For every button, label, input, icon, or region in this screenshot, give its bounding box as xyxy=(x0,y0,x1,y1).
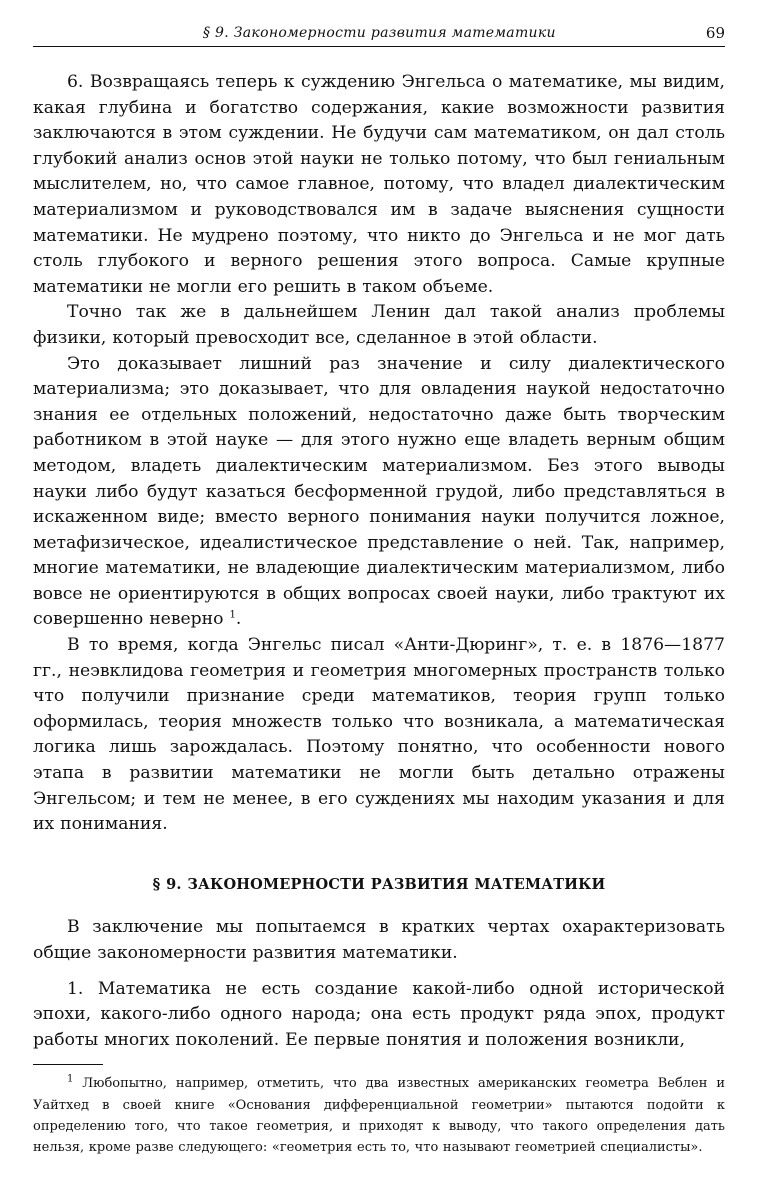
footnote-reference: 1 xyxy=(229,609,236,621)
paragraph-6: 6. Возвращаясь теперь к суждению Энгельса о математике, мы видим, какая глубина и богатство содержания, какие возможности развития заключаются в этом суждении. Не будучи сам математиком, он дал столь глубокий анализ основ этой науки не только потому, что был гениальным мыслителем, но, что самое главное, потому, что владел диалектическим материализмом и руководствовался им в задаче выяснения сущности математики. Не мудрено поэтому, что никто до Энгельса и не мог дать столь глубокого и верного решения этого вопроса. Самые крупные математики не могли его решить в таком объеме. xyxy=(33,72,725,297)
section-intro: В заключение мы попытаемся в кратких чертах охарактеризовать общие закономерности развития математики. xyxy=(33,917,725,963)
paragraph-anti-duhring: В то время, когда Энгельс писал «Анти-Дюринг», т. е. в 1876—1877 гг., неэвклидова геометрия и геометрия многомерных пространств только что получили признание среди математиков, теория групп только оформилась, теория множеств только что возникала, а математическая логика лишь зарождалась. Поэтому понятно, что особенности нового этапа в развитии математики не могли быть детально отражены Энгельсом; и тем не менее, в его суждениях мы находим указания и для их понимания. xyxy=(33,635,725,835)
page-number: 69 xyxy=(705,24,725,42)
running-title: § 9. Закономерности развития математики xyxy=(203,25,556,41)
paragraph-dialectics-text: Это доказывает лишний раз значение и силу диалектического материализма; это доказывает, что для овладения наукой недостаточно знания ее отдельных положений, недостаточно даже быть творческим работником в этой науке — для этого нужно еще владеть верным общим методом, владеть диалектическим материализмом. Без этого выводы науки либо будут казаться бесформенной грудой, либо представляться в искаженном виде; вместо верного понимания науки получится ложное, метафизическое, идеалистическое представление о ней. Так, например, многие математики, не владеющие диалектическим материализмом, либо вовсе не ориентируются в общих вопросах своей науки, либо трактуют их совершенно неверно xyxy=(33,353,725,630)
section-title: § 9. ЗАКОНОМЕРНОСТИ РАЗВИТИЯ МАТЕМАТИКИ xyxy=(152,875,606,893)
running-header xyxy=(33,20,725,47)
paragraph-lenin: Точно так же в дальнейшем Ленин дал такой анализ проблемы физики, который превосходит все, сделанное в этой области. xyxy=(33,302,725,348)
main-text xyxy=(33,70,725,1158)
footnote-marker: 1 xyxy=(67,1074,74,1086)
section-paragraph-1: 1. Математика не есть создание какой-либо одной исторической эпохи, какого-либо одного народа; она есть продукт ряда эпох, продукт работы многих поколений. Ее первые понятия и положения возникли, xyxy=(33,978,725,1050)
footnote-divider xyxy=(33,1064,103,1065)
book-page xyxy=(33,20,725,1158)
footnote-text: Любопытно, например, отметить, что два известных американских геометра Веблен и Уайтхед в своей книге «Основания дифференциальной геометрии» пытаются подойти к определению того, что такое геометрия, и приходят к выводу, что такого определения дать нельзя, кроме разве следующего: «геометрия есть то, что называют геометрией специалисты». xyxy=(33,1076,725,1155)
footnote xyxy=(33,1073,725,1158)
paragraph-dialectics: Это доказывает лишний раз значение и силу диалектического материализма; это доказывает, что для овладения наукой недостаточно знания ее отдельных положений, недостаточно даже быть творческим работником в этой науке — для этого нужно еще владеть верным общим методом, владеть диалектическим материализмом. Без этого выводы науки либо будут казаться бесформенной грудой, либо представляться в искаженном виде; вместо верного понимания науки получится ложное, метафизическое, идеалистическое представление о ней. Так, например, многие математики, не владеющие диалектическим материализмом, либо вовсе не ориентируются в общих вопросах своей науки, либо трактуют их совершенно неверно $^1$. xyxy=(33,353,725,630)
